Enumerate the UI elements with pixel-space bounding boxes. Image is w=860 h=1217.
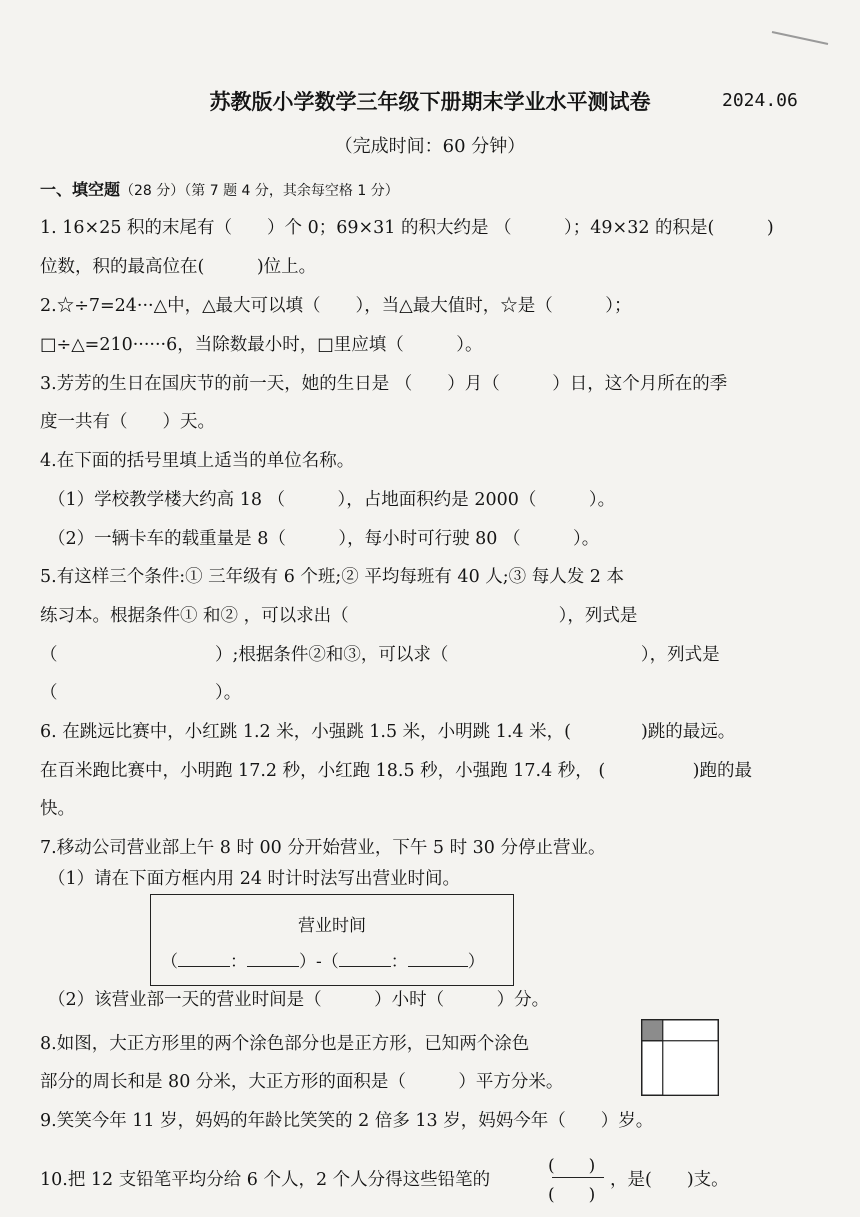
question-5-line-2: 练习本。根据条件① 和② ，可以求出（ ），列式是 xyxy=(40,606,638,626)
dash: ）-（ xyxy=(299,952,339,972)
close-hour-blank[interactable] xyxy=(339,948,391,967)
question-5-line-4: （ ）。 xyxy=(40,683,242,703)
nested-squares-figure xyxy=(641,1019,719,1096)
exam-title: 苏教版小学数学三年级下册期末学业水平测试卷 xyxy=(209,90,651,114)
exam-date: 2024.06 xyxy=(722,90,798,111)
fraction-denominator: ( ) xyxy=(548,1185,596,1205)
question-2-line-2: □÷△=210······6，当除数最小时，□里应填（ ）。 xyxy=(40,335,483,355)
section-title: 一、填空题 xyxy=(40,180,121,199)
business-hours-title: 营业时间 xyxy=(298,916,366,936)
question-8-line-1: 8.如图，大正方形里的两个涂色部分也是正方形，已知两个涂色 xyxy=(40,1034,530,1054)
question-8-line-2: 部分的周长和是 80 分米，大正方形的面积是（ ）平方分米。 xyxy=(40,1072,564,1092)
close-paren: ） xyxy=(467,952,485,972)
question-3-line-2: 度一共有（ ）天。 xyxy=(40,412,215,432)
open-hour-blank[interactable] xyxy=(178,948,230,967)
fraction-numerator: ( ) xyxy=(548,1156,596,1176)
question-4-part-2: （2）一辆卡车的载重量是 8（ ），每小时可行驶 80 （ ）。 xyxy=(48,529,600,549)
question-10: 10.把 12 支铅笔平均分给 6 个人，2 个人分得这些铅笔的 xyxy=(40,1170,491,1190)
large-shaded-square xyxy=(663,1041,719,1096)
colon-2: ： xyxy=(390,952,408,972)
fraction-bar xyxy=(552,1177,604,1178)
question-2-line-1: 2.☆÷7=24···△中，△最大可以填（ ），当△最大值时，☆是（ ）； xyxy=(40,296,632,316)
question-6-line-1: 6. 在跳远比赛中，小红跳 1.2 米，小强跳 1.5 米，小明跳 1.4 米，( )跳的最远。 xyxy=(40,722,736,742)
question-10-tail: ，是( )支。 xyxy=(610,1170,729,1190)
open-minute-blank[interactable] xyxy=(247,948,299,967)
small-shaded-square xyxy=(642,1020,663,1041)
question-5-line-1: 5.有这样三个条件:① 三年级有 6 个班;② 平均每班有 40 人;③ 每人发 2 本 xyxy=(40,567,624,587)
close-minute-blank[interactable] xyxy=(408,948,468,967)
business-hours-fill-row xyxy=(161,947,485,972)
section-note: （28 分）（第 7 题 4 分，其余每空格 1 分） xyxy=(120,183,399,199)
answer-fraction[interactable] xyxy=(548,1150,608,1206)
question-6-line-2: 在百米跑比赛中，小明跑 17.2 秒，小红跑 18.5 秒，小强跑 17.4 秒， ( )跑的最 xyxy=(40,761,752,781)
question-6-line-3: 快。 xyxy=(40,799,75,819)
scan-artifact-mark xyxy=(770,28,830,48)
section-heading xyxy=(40,178,399,203)
question-7-stem: 7.移动公司营业部上午 8 时 00 分开始营业，下午 5 时 30 分停止营业。 xyxy=(40,838,606,858)
question-4-stem: 4.在下面的括号里填上适当的单位名称。 xyxy=(40,451,355,471)
question-7-part-2: （2）该营业部一天的营业时间是（ ）小时（ ）分。 xyxy=(48,990,550,1010)
question-7-part-1: （1）请在下面方框内用 24 时计时法写出营业时间。 xyxy=(48,869,461,889)
exam-subtitle: （完成时间：60 分钟） xyxy=(334,136,526,157)
business-hours-box xyxy=(150,894,514,986)
question-3-line-1: 3.芳芳的生日在国庆节的前一天，她的生日是 （ ）月（ ）日，这个月所在的季 xyxy=(40,374,728,394)
question-1-line-1: 1. 16×25 积的末尾有（ ）个 0；69×31 的积大约是 （ ）；49×32 的积是( ) xyxy=(40,218,774,238)
question-1-line-2: 位数，积的最高位在( )位上。 xyxy=(40,257,317,277)
colon-1: ： xyxy=(230,952,247,972)
open-paren: （ xyxy=(161,952,178,972)
question-9: 9.笑笑今年 11 岁，妈妈的年龄比笑笑的 2 倍多 13 岁，妈妈今年（ ）岁。 xyxy=(40,1111,654,1131)
question-4-part-1: （1）学校教学楼大约高 18 （ ），占地面积约是 2000（ ）。 xyxy=(48,490,616,510)
question-5-line-3: （ ）;根据条件②和③，可以求（ ），列式是 xyxy=(40,645,720,665)
